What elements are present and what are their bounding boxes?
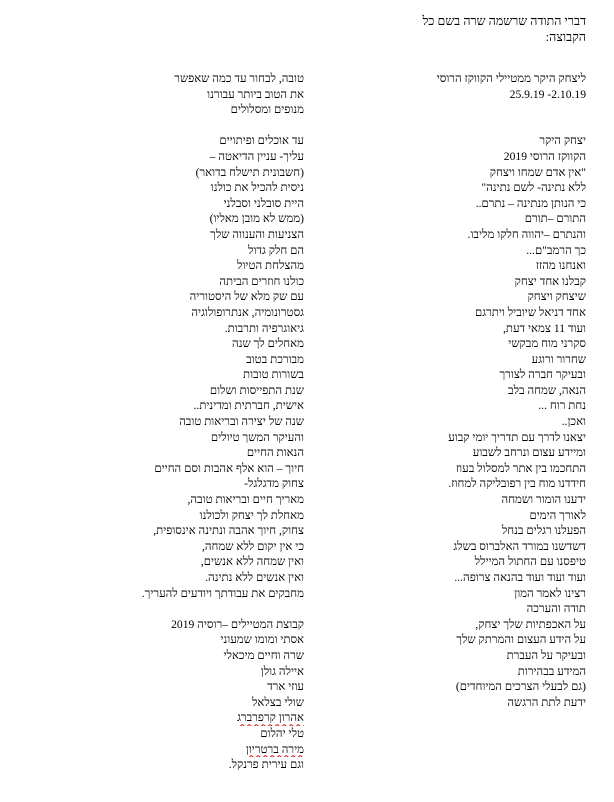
left-column-line: מירה ברטריון [245, 742, 304, 756]
right-column-line: הקווקז הרוסי 2019 [503, 149, 586, 163]
right-column-line: ובעיקר על העברת [506, 648, 586, 662]
right-column-line: אחד דניאל שיוביל ויתרגם [475, 305, 586, 319]
right-column-line: שיצחק ויצחק [527, 290, 586, 304]
left-column-line: וגם עירית פרנקל. [228, 758, 304, 772]
right-column-line: הנאה, שמחה בלב [508, 383, 586, 397]
left-column-line: טובה, לבחור עד כמה שאפשר [174, 72, 304, 85]
right-column-line: קבלנו אחד יצחק [514, 274, 586, 288]
right-column-line: ובעיקר חברה לצורך [499, 368, 586, 382]
right-column-line: ללא נתינה- לשם נתינה" [481, 181, 586, 195]
right-column-line: שחרור ורוגע [531, 352, 586, 366]
right-column-line: התחכמו בין אתר למסלול בעוז [455, 461, 586, 475]
left-column-line: צחוק, חיוך אהבה ונתינה אינסופית, [153, 524, 304, 538]
right-column-line: 2.10.19- 25.9.19 [509, 87, 586, 101]
left-column-line: שרה וחיים מיכאלי [223, 648, 304, 662]
left-column-line: איילה גולן [260, 664, 304, 678]
left-column-line: טלי יהלום [260, 726, 304, 740]
left-column-line: הצניעות והענווה שלך [210, 227, 304, 241]
right-column-line: (גם לבעלי הצרכים המיוחדים) [455, 680, 586, 694]
right-column-line: לאורך הימים [529, 508, 586, 522]
right-column-line: כך הרמב"ם... [526, 243, 586, 257]
right-column-line: ידענו הומור ושמחה [501, 493, 586, 507]
left-column-line: מאחלת לך יצחק ולכולנו [199, 508, 304, 522]
left-column-line: היית סובלני וסבלני [223, 196, 304, 210]
left-column-line: ואין שמחה ללא אנשים, [200, 555, 304, 569]
left-column-line: עוזי ארד [267, 680, 304, 694]
right-column-line: ואכן.. [561, 415, 586, 429]
right-column-line: על האכפתיות שלך יצחק, [475, 617, 586, 631]
right-column-line: כי הנותן מנתינה – נתרם.. [475, 196, 586, 210]
right-column-line: ליצחק היקר ממטיילי הקווקז הרוסי [436, 72, 586, 85]
left-column-line: מנופים ומסלולים [230, 103, 304, 117]
left-column-line: (חשבונית תישלח בדואר) [195, 165, 304, 179]
left-column-line: שנת התפייסות ושלום [209, 383, 304, 397]
right-column-line: והנתרם –יהווה חלקו מליבו. [467, 227, 586, 241]
document-header [256, 14, 586, 45]
left-column-line: שולי בצלאל [251, 695, 304, 709]
right-column-line: תודה והערכה [526, 602, 586, 616]
right-column-line: נחת רוח ... [538, 399, 586, 413]
left-column-line: ניסית להכיל את כולנו [210, 181, 304, 195]
left-column-line: הם חלק גדול [248, 243, 304, 257]
right-column-line: יצחק היקר [539, 134, 586, 148]
left-column-line: כולנו חוזרים הביתה [219, 274, 304, 288]
left-column-line: גיאוגרפיה ותרבות. [224, 321, 304, 335]
right-column-line [286, 118, 586, 134]
left-column-line: ואין אנשים ללא נתינה. [205, 571, 304, 584]
right-column-line [286, 102, 586, 118]
left-column-line: (ממש לא מובן מאליו) [209, 212, 304, 226]
right-column-line: יצאנו לדרך עם תדריך יומי קבוע [448, 430, 586, 444]
right-column-line: ועוד ועוד ועוד בהנאה צרופה... [454, 571, 586, 584]
right-column-line: ידעת לתת הרגשה [507, 695, 586, 709]
left-column-line: שנה של יצירה ובריאות טובה [179, 415, 304, 429]
left-column-line: צחוק מדגלגל- [244, 477, 304, 491]
left-text-column [4, 71, 304, 773]
right-column-line: דשדשנו במורד האלברוס בשלג [453, 539, 586, 553]
right-column-line: התורם –תורם [524, 212, 586, 226]
left-column-line [4, 118, 304, 134]
right-text-column [286, 71, 586, 710]
left-column-line: קבוצת המטיילים –רוסיה 2019 [171, 617, 304, 631]
left-column-line: הנאות החיים [246, 446, 304, 460]
left-column-line: חיוך – הוא אלף אהבות וסם החיים [154, 461, 304, 475]
right-column-line: על הידע העצום והמרתק שלך [456, 633, 586, 647]
left-column-line: והעיקר המשך טיולים [210, 430, 304, 444]
right-column-line: המידע בבהירות [517, 664, 586, 678]
left-column-line: מחבקים את עבודתך ויודעים להעריך. [141, 586, 304, 600]
left-column-line: עד אוכלים ופיתויים [219, 134, 304, 148]
left-column-line: עליך- עניין הדיאטה – [209, 149, 304, 163]
right-column-line: חידדנו מוח בין רפובליקה למחוז. [448, 477, 586, 491]
left-column-line: אישית, חברתית ומדינית.. [193, 399, 304, 413]
right-column-line: הפעלנו רגלים בנחל [501, 524, 586, 538]
left-column-line: מהצלחת הטיול [237, 259, 304, 273]
right-column-line: ועוד 11 צמאי דעת, [503, 321, 586, 335]
left-column-line: אסתי ומומו שמעוני [220, 633, 304, 647]
left-column-line [4, 601, 304, 617]
right-column-line: טיפסנו עם החתול המיילל [474, 555, 586, 569]
right-column-line: ואנחנו מהזז [535, 259, 586, 273]
left-column-line: את הטוב ביותר עבורנו [207, 87, 304, 101]
right-column-line: ומיידע עצום ונרחב לשבוע [472, 446, 586, 460]
left-column-line: מאחלים לך שנה [232, 337, 304, 351]
right-column-line: רצינו לאמר המון [514, 586, 586, 600]
left-column-line: כי אין יקום ללא שמחה, [201, 539, 304, 553]
right-column-line: "אין אדם שמחו ויצחק [489, 165, 586, 179]
left-column-line: מבורכת בטוב [246, 352, 304, 366]
left-column-line: מאריך חיים ובריאות טובה, [187, 493, 304, 507]
left-column-line: גסטרונומיה, אנתרופולוגיה [191, 305, 304, 319]
left-column-line: אהרון קרפרברג [237, 711, 304, 725]
right-column-line: סקרני מוח מבקשי [508, 337, 586, 351]
header-line-2: הקבוצה: [545, 29, 586, 44]
left-column-line: עם שק מלא של היסטוריה [189, 290, 304, 304]
header-line-1: דברי התודה שרשמה שרה בשם כל [422, 14, 586, 28]
left-column-line: בשורות טובות [243, 368, 304, 382]
